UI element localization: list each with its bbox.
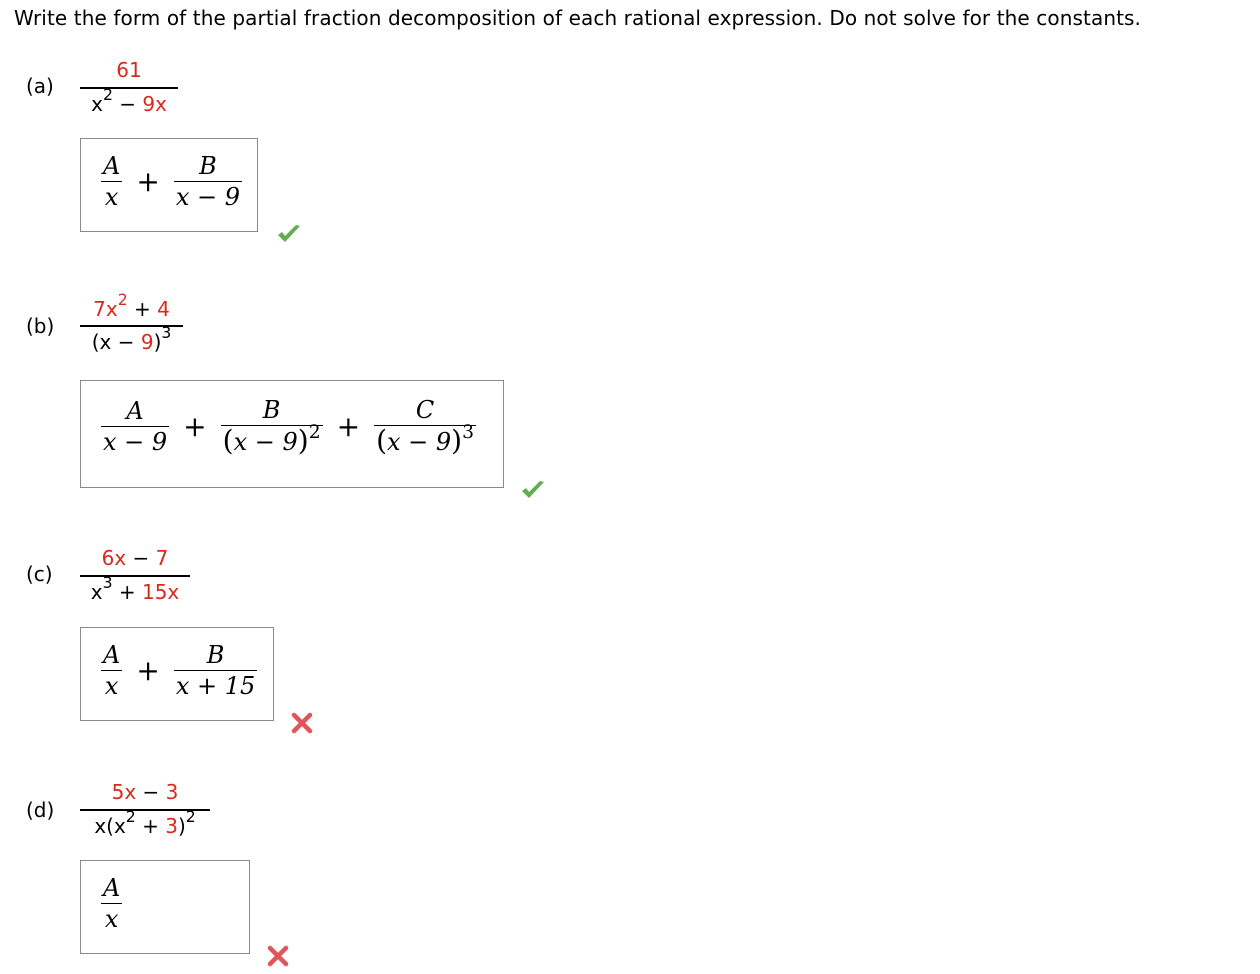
part-b-numerator: $7x^2 + 4$: [93, 291, 170, 321]
part-c-answer-box[interactable]: A x + B x + 15: [80, 627, 274, 721]
part-a-label: (a): [26, 74, 54, 98]
part-b-expression: [80, 291, 183, 357]
part-c-expression: [80, 546, 190, 607]
part-d-answer-box[interactable]: A x: [80, 860, 250, 954]
cross-icon: [290, 711, 314, 735]
part-d-expression: [80, 780, 210, 841]
part-b-answer-box[interactable]: A x − 9 + B $(x - 9)^2$ + C $(x - 9)^3$: [80, 380, 504, 488]
part-d-denominator: $x(x^2 + 3)^2$: [94, 807, 196, 838]
part-a-expression: [80, 58, 178, 119]
checkmark-icon: [520, 479, 546, 501]
part-b-denominator: $(x - 9)^3$: [91, 323, 172, 354]
cross-icon: [266, 944, 290, 968]
instructions: Write the form of the partial fraction decomposition of each rational expression. Do not solve for the constants.: [14, 6, 1142, 30]
part-d-label: (d): [26, 798, 55, 822]
part-a-denominator: $x^2 - 9x$: [91, 85, 167, 116]
part-a-numerator: 61: [116, 58, 142, 82]
part-d-numerator: 5x − 3: [111, 780, 179, 804]
part-c-denominator: $x^3 + 15x$: [90, 573, 180, 604]
part-c-label: (c): [26, 562, 53, 586]
part-c-numerator: 6x − 7: [101, 546, 169, 570]
part-a-answer-box[interactable]: A x + B x − 9: [80, 138, 258, 232]
part-b-label: (b): [26, 314, 55, 338]
checkmark-icon: [276, 223, 302, 245]
